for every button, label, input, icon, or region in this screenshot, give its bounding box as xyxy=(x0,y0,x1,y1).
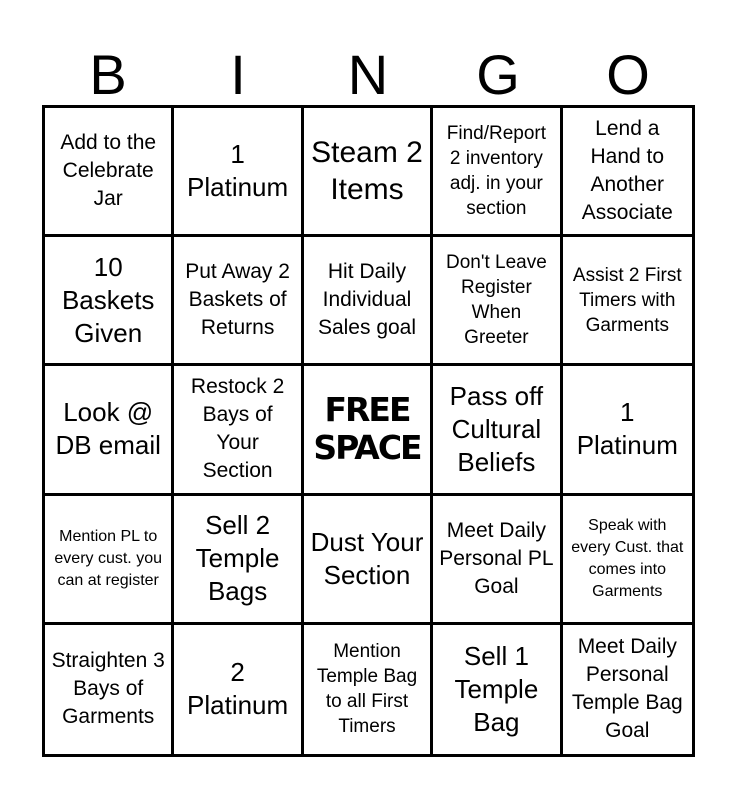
bingo-cell-text: 10 Baskets Given xyxy=(61,251,155,348)
free-space-text: FREE SPACE xyxy=(313,390,421,468)
bingo-cell[interactable] xyxy=(433,237,562,366)
bingo-cell[interactable] xyxy=(174,625,303,754)
bingo-cell[interactable] xyxy=(433,496,562,625)
bingo-cell[interactable] xyxy=(563,366,692,495)
bingo-cell-text: Hit Daily Individual Sales goal xyxy=(317,260,417,340)
bingo-cell-text: Pass off Cultural Beliefs xyxy=(449,380,544,477)
bingo-cell-text: Don't Leave Register When Greeter xyxy=(445,252,547,349)
bingo-cell-text: Sell 2 Temple Bags xyxy=(195,510,280,607)
bingo-cell[interactable] xyxy=(433,366,562,495)
bingo-cell-text: Find/Report 2 inventory adj. in your section xyxy=(446,123,547,220)
bingo-cell-text: 2 Platinum xyxy=(187,657,289,721)
bingo-card-grid xyxy=(42,105,695,757)
bingo-cell-text: Add to the Celebrate Jar xyxy=(60,131,157,211)
bingo-cell[interactable] xyxy=(45,625,174,754)
header-letter-b: B xyxy=(89,43,127,106)
header-letter-o: O xyxy=(606,43,650,106)
header-letter-g: G xyxy=(476,43,520,106)
bingo-cell[interactable] xyxy=(45,237,174,366)
bingo-cell[interactable] xyxy=(563,237,692,366)
bingo-cell-text: Speak with every Cust. that comes into Garments xyxy=(571,516,684,600)
bingo-cell[interactable] xyxy=(563,108,692,237)
bingo-cell[interactable] xyxy=(174,108,303,237)
bingo-cell-text: Assist 2 First Timers with Garments xyxy=(572,264,682,336)
bingo-cell-text: 1 Platinum xyxy=(187,139,289,203)
bingo-cell-text: Meet Daily Personal Temple Bag Goal xyxy=(571,635,683,743)
free-space-cell[interactable] xyxy=(304,366,433,495)
bingo-cell[interactable] xyxy=(563,625,692,754)
bingo-cell-text: Mention PL to every cust. you can at register xyxy=(54,527,162,589)
header-letter-i: I xyxy=(230,43,246,106)
bingo-cell[interactable] xyxy=(433,108,562,237)
bingo-cell-text: Look @ DB email xyxy=(55,397,161,461)
bingo-cell[interactable] xyxy=(563,496,692,625)
bingo-cell[interactable] xyxy=(45,496,174,625)
bingo-header xyxy=(43,44,695,106)
bingo-cell-text: Mention Temple Bag to all First Timers xyxy=(316,641,418,738)
bingo-cell[interactable] xyxy=(45,108,174,237)
bingo-cell[interactable] xyxy=(304,108,433,237)
bingo-cell[interactable] xyxy=(174,237,303,366)
bingo-cell[interactable] xyxy=(304,625,433,754)
bingo-cell[interactable] xyxy=(304,496,433,625)
bingo-cell-text: Sell 1 Temple Bag xyxy=(454,640,539,737)
bingo-cell[interactable] xyxy=(45,366,174,495)
bingo-cell-text: Meet Daily Personal PL Goal xyxy=(439,518,554,598)
bingo-cell[interactable] xyxy=(433,625,562,754)
bingo-cell-text: Lend a Hand to Another Associate xyxy=(581,117,673,225)
bingo-cell-text: Dust Your Section xyxy=(310,526,424,590)
bingo-cell-text: Steam 2 Items xyxy=(311,136,423,207)
bingo-cell-text: Put Away 2 Baskets of Returns xyxy=(185,260,290,340)
bingo-cell[interactable] xyxy=(304,237,433,366)
bingo-cell[interactable] xyxy=(174,366,303,495)
bingo-cell[interactable] xyxy=(174,496,303,625)
bingo-cell-text: Restock 2 Bays of Your Section xyxy=(190,375,285,483)
bingo-cell-text: Straighten 3 Bays of Garments xyxy=(51,649,165,729)
header-letter-n: N xyxy=(347,43,389,106)
bingo-cell-text: 1 Platinum xyxy=(576,397,678,461)
